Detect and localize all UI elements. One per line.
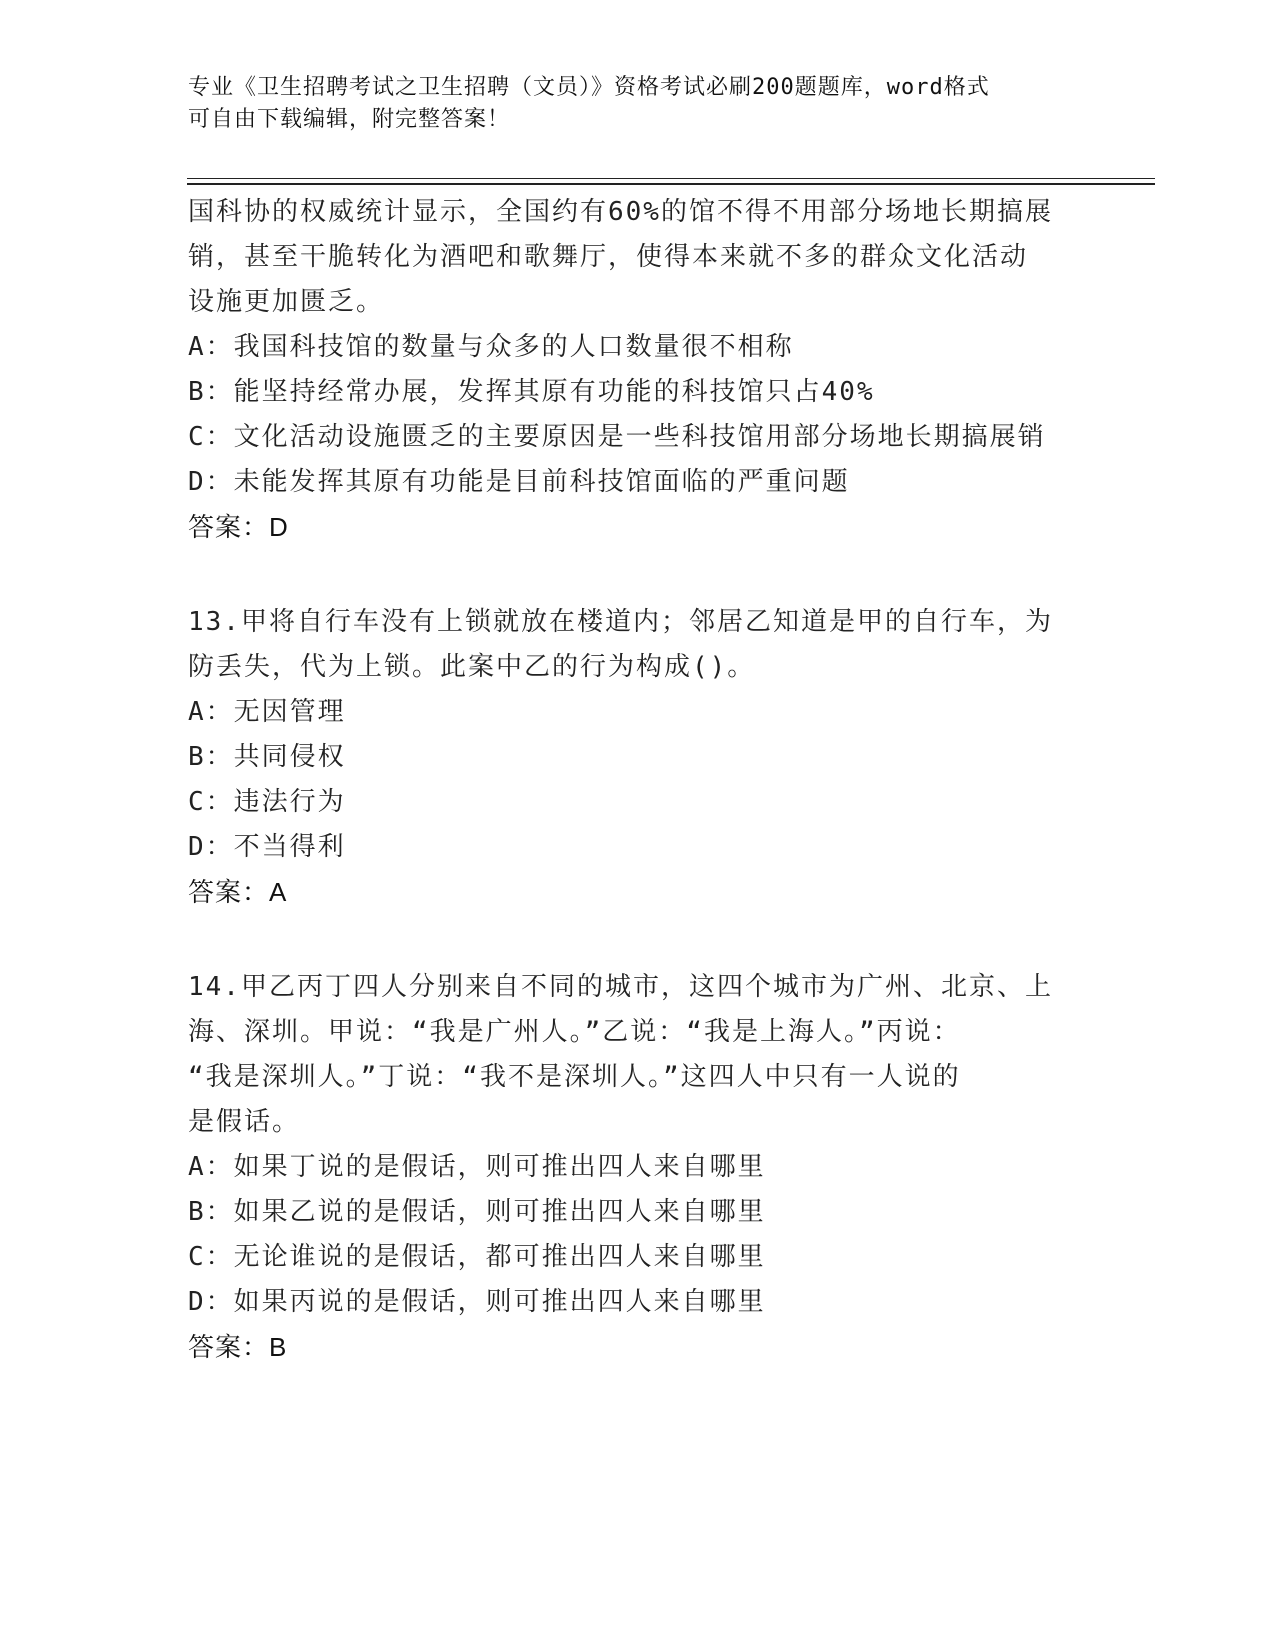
option-c: C：无论谁说的是假话，都可推出四人来自哪里 [188,1242,766,1272]
document-body [188,190,1088,1370]
header-divider-thin [187,178,1155,179]
option-c: C：违法行为 [188,787,346,817]
option-d: D：未能发挥其原有功能是目前科技馆面临的严重问题 [188,467,850,497]
answer-line: 答案：B [188,1332,288,1362]
question-14 [188,965,1088,1370]
option-d: D：如果丙说的是假话，则可推出四人来自哪里 [188,1287,766,1317]
option-a: A：我国科技馆的数量与众多的人口数量很不相称 [188,332,794,362]
header-line-2: 可自由下载编辑，附完整答案！ [188,107,511,132]
question-text-line: “我是深圳人。”丁说：“我不是深圳人。”这四人中只有一人说的 [188,1062,961,1092]
option-a: A：无因管理 [188,697,346,727]
question-text-line: 销，甚至干脆转化为酒吧和歌舞厅，使得本来就不多的群众文化活动 [188,242,1029,272]
option-c: C：文化活动设施匮乏的主要原因是一些科技馆用部分场地长期搞展销 [188,422,1046,452]
question-text-line: 海、深圳。甲说：“我是广州人。”乙说：“我是上海人。”丙说： [188,1017,961,1047]
answer-line: 答案：A [188,877,288,907]
question-13 [188,600,1088,915]
option-d: D：不当得利 [188,832,346,862]
question-text-line: 设施更加匮乏。 [188,287,385,317]
header-divider-thick [187,183,1155,185]
option-b: B：能坚持经常办展，发挥其原有功能的科技馆只占40% [188,377,875,407]
question-text-line: 防丢失，代为上锁。此案中乙的行为构成()。 [188,652,756,682]
header-line-1: 专业《卫生招聘考试之卫生招聘（文员）》资格考试必刷200题题库，word格式 [188,75,990,100]
question-text-line: 14.甲乙丙丁四人分别来自不同的城市，这四个城市为广州、北京、上 [188,972,1053,1002]
question-text-line: 国科协的权威统计显示，全国约有60%的馆不得不用部分场地长期搞展 [188,197,1053,227]
question-text-line: 13.甲将自行车没有上锁就放在楼道内；邻居乙知道是甲的自行车，为 [188,607,1053,637]
option-b: B：共同侵权 [188,742,346,772]
option-b: B：如果乙说的是假话，则可推出四人来自哪里 [188,1197,766,1227]
answer-line: 答案：D [188,512,289,542]
question-12-continued [188,190,1088,550]
option-a: A：如果丁说的是假话，则可推出四人来自哪里 [188,1152,766,1182]
document-header [188,72,1068,136]
question-text-line: 是假话。 [188,1107,301,1137]
